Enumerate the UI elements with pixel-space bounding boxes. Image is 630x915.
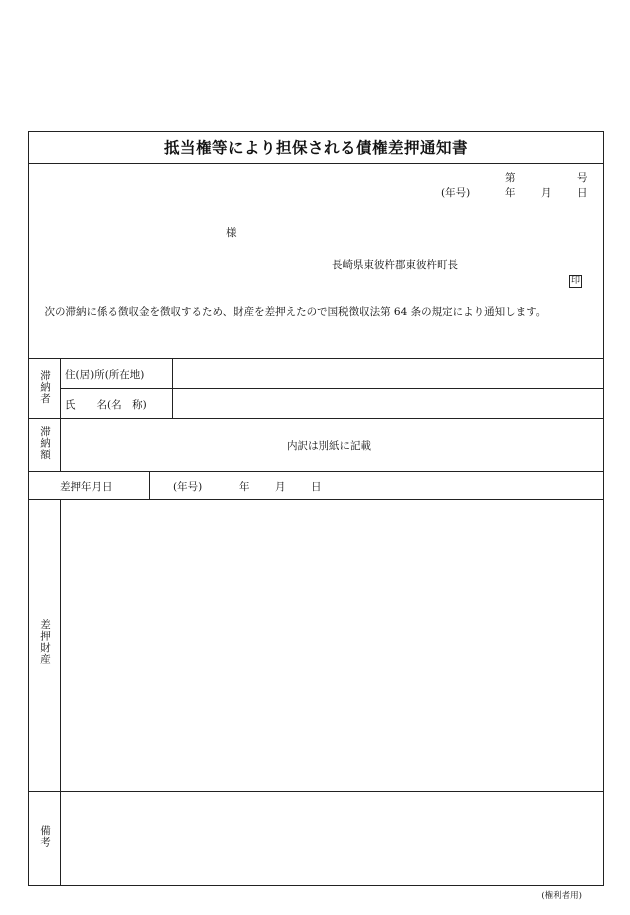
document-title: 抵当権等により担保される債権差押通知書 (163, 138, 468, 157)
divider (29, 358, 603, 359)
seized-property-section-label: 差押財産 (39, 619, 51, 665)
divider (60, 388, 603, 389)
date-day-label: 日 (577, 187, 588, 199)
issuer-name: 長崎県東彼杵郡東彼杵町長 (332, 259, 458, 271)
divider (60, 418, 61, 471)
seizure-date-year: 年 (239, 481, 250, 493)
name-label: 氏 名(名 称) (65, 399, 147, 411)
date-year-label: 年 (505, 187, 516, 199)
seizure-date-era: (年号) (173, 481, 203, 493)
address-label: 住(居)所(所在地) (65, 369, 145, 381)
seizure-date-label: 差押年月日 (60, 481, 113, 493)
number-go-label: 号 (577, 172, 588, 184)
divider (149, 471, 150, 499)
divider (29, 163, 603, 164)
amount-value: 内訳は別紙に記載 (287, 440, 371, 452)
divider (29, 791, 603, 792)
remarks-section-label: 備考 (39, 825, 51, 848)
notice-text: 次の滞納に係る徴収金を徴収するため、財産を差押えたので国税徴収法第 64 条の規定により通知します。 (44, 306, 547, 318)
divider (29, 499, 603, 500)
addressee-suffix: 様 (226, 227, 237, 239)
date-month-label: 月 (541, 187, 552, 199)
delinquent-section-label: 滞納者 (39, 370, 51, 405)
seal-mark: 印 (570, 276, 580, 286)
date-era-label: (年号) (441, 187, 471, 199)
divider (60, 499, 61, 886)
seizure-date-month: 月 (275, 481, 286, 493)
notice-form (28, 131, 604, 886)
amount-section-label: 滞納額 (39, 426, 51, 461)
footer-note: (権利者用) (541, 891, 582, 901)
divider (29, 471, 603, 472)
divider (29, 418, 603, 419)
number-dai-label: 第 (505, 172, 516, 184)
seizure-date-day: 日 (311, 481, 322, 493)
